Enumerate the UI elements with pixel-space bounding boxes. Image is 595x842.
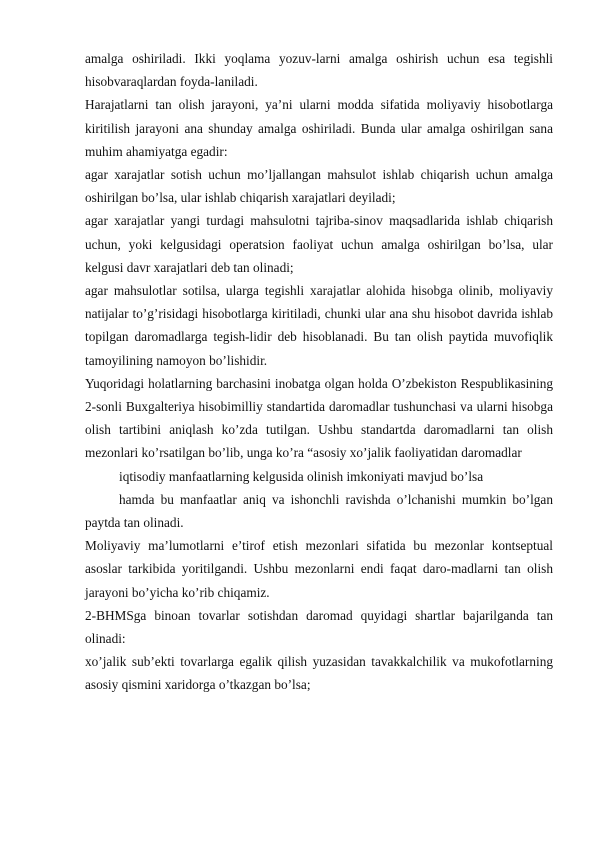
paragraph-7: Moliyaviy ma’lumotlarni e’tirof etish mezonlari sifatida bu mezonlar kontseptual asoslar tarkibida yoritilgandi. Ushbu mezonlarni endi faqat daro-madlarni tan olish jarayoni bo’yicha ko’rib chiqamiz.	[85, 538, 553, 600]
bullet-item-1	[85, 465, 553, 488]
paragraph-9: xo’jalik sub’ekti tovarlarga egalik qilish yuzasidan tavakkalchilik va mukofotlarning asosiy qismini xaridorga o’tkazgan bo’lsa;	[85, 654, 553, 693]
paragraph-8: 2-BHMSga binoan tovarlar sotishdan daromad quyidagi shartlar bajarilganda tan olinadi:	[85, 607, 553, 647]
document-body	[85, 47, 553, 697]
bullet-text-1: iqtisodiy manfaatlarning kelgusida olinish imkoniyati mavjud bo’lsa	[119, 468, 484, 484]
bullet-text-2: hamda bu manfaatlar aniq va ishonchli ravishda o’lchanishi mumkin bo’lgan paytda tan olinadi.	[85, 491, 553, 531]
paragraph-6: Yuqoridagi holatlarning barchasini inobatga olgan holda O’zbekiston Respublikasining 2-sonli Buxgalteriya hisobimilliy standartida daromadlar tushunchasi va ularni hisobga olish tartibini aniqlash ko’zda tutilgan. Ushbu standartda daromadlarni tan olish mezonlari ko’rsatilgan bo’lib, unga ko’ra “asosiy xo’jalik faoliyatidan daromadlar	[85, 375, 553, 461]
paragraph-2: Harajatlarni tan olish jarayoni, ya’ni ularni modda sifatida moliyaviy hisobotlarga kiritilish jarayoni ana shunday amalga oshiriladi. Bunda ular amalga oshirilgan sana muhim ahamiyatga egadir:	[85, 97, 553, 159]
paragraph-1: amalga oshiriladi. Ikki yoqlama yozuv-larni amalga oshirish uchun esa tegishli hisobvaraqlardan foyda-laniladi.	[85, 51, 553, 90]
paragraph-4: agar xarajatlar yangi turdagi mahsulotni tajriba-sinov maqsadlarida ishlab chiqarish uchun, yoki kelgusidagi operatsion faoliyat uchun amalga oshirilgan bo’lsa, ular kelgusi davr xarajatlari deb tan olinadi;	[85, 213, 553, 275]
paragraph-3: agar xarajatlar sotish uchun mo’ljallangan mahsulot ishlab chiqarish uchun amalga oshirilgan bo’lsa, ular ishlab chiqarish xarajatlari deyiladi;	[85, 167, 553, 206]
paragraph-5: agar mahsulotlar sotilsa, ularga tegishli xarajatlar alohida hisobga olinib, moliyaviy natijalar to’g’risidagi hisobotlarga kiritiladi, chunki ular ana shu hisobot davrida ishlab topilgan daromadlarga tegish-lidir deb hisoblanadi. Bu tan olish paytida muvofiqlik tamoyilining namoyon bo’lishidir.	[85, 283, 553, 368]
bullet-item-2	[85, 488, 553, 534]
